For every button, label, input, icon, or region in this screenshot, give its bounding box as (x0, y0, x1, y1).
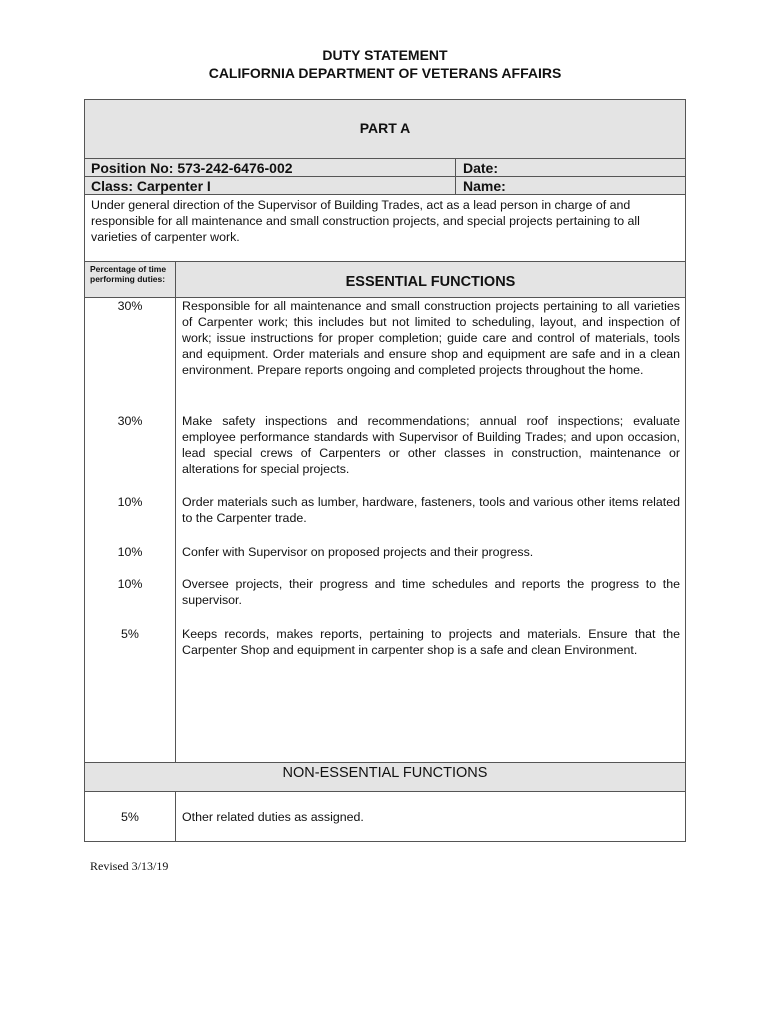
part-a-label: PART A (359, 120, 411, 136)
revision-date: Revised 3/13/19 (90, 859, 169, 873)
percentage-header: Percentage of time performing duties: (90, 264, 167, 284)
cell-divider (455, 159, 456, 176)
duty-text: Order materials such as lumber, hardware, fasteners, tools and various other items related to the Carpenter trade. (182, 495, 680, 525)
class-row (84, 177, 686, 195)
name-label: Name: (463, 178, 506, 194)
duty-percentage: 30% (117, 414, 143, 428)
part-a-header (84, 99, 686, 159)
position-number: Position No: 573-242-6476-002 (91, 160, 293, 176)
duty-percentage: 30% (117, 299, 143, 313)
non-essential-text: Other related duties as assigned. (182, 810, 364, 824)
non-essential-percentage: 5% (121, 810, 139, 824)
essential-functions-header-cell (176, 262, 685, 298)
duty-percentage: 10% (117, 545, 143, 559)
position-description (84, 195, 686, 262)
duty-text: Keeps records, makes reports, pertaining to projects and materials. Ensure that the Carpenter Shop and equipment in carpenter shop is a safe and clean Environment. (182, 627, 680, 657)
duty-percentage: 5% (121, 627, 139, 641)
duty-percentage: 10% (117, 495, 143, 509)
duty-percentage: 10% (117, 577, 143, 591)
description-text: Under general direction of the Supervisor of Building Trades, act as a lead person in charge of and responsible for all maintenance and small construction projects, and special projects pertaining to all varieties of carpenter work. (91, 198, 640, 244)
date-label: Date: (463, 160, 499, 176)
duty-text: Responsible for all maintenance and small construction projects pertaining to all varieties of Carpenter work; this includes but not limited to scheduling, layout, and inspection of work; issue instructions for proper completion; guide care and control of materials, tools and equipment. Order materials and ensure shop and equipment are safe and in a clean environment. Prepare reports ongoing and completed projects throughout the home. (182, 299, 680, 377)
percentage-header-cell (85, 262, 176, 298)
document-title: DUTY STATEMENT (322, 47, 448, 63)
duty-text: Make safety inspections and recommendations; annual roof inspections; evaluate employee performance standards with Supervisor of Building Trades; and upon occasion, lead special crews of Carpenters or other classes in construction, maintenance or alterations for special projects. (182, 414, 680, 476)
essential-functions-title: ESSENTIAL FUNCTIONS (345, 274, 516, 290)
duty-text: Confer with Supervisor on proposed projects and their progress. (182, 545, 534, 559)
class-title: Class: Carpenter I (91, 178, 211, 194)
non-essential-functions-title: NON-ESSENTIAL FUNCTIONS (282, 765, 488, 781)
duty-text: Oversee projects, their progress and time schedules and reports the progress to the supervisor. (182, 577, 680, 607)
non-essential-functions-header (84, 762, 686, 792)
column-divider (175, 298, 176, 762)
non-essential-functions-row (84, 792, 686, 842)
essential-functions-table (84, 261, 686, 763)
column-divider (175, 792, 176, 841)
cell-divider (455, 177, 456, 194)
department-name: CALIFORNIA DEPARTMENT OF VETERANS AFFAIRS (208, 65, 562, 81)
position-row (84, 159, 686, 177)
